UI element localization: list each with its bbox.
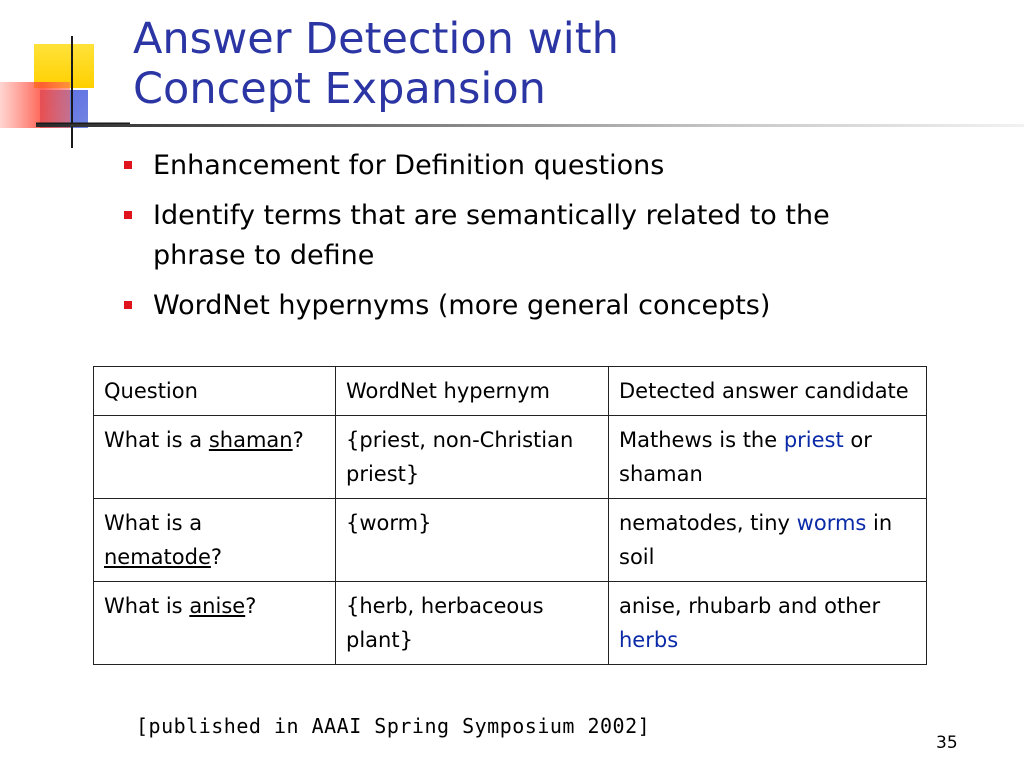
answer-term: herbs [619, 628, 679, 652]
citation-note: [published in AAAI Spring Symposium 2002] [136, 714, 651, 738]
bullet-item [124, 146, 924, 186]
answer-term: worms [796, 511, 867, 535]
hypernym-cell: {worm} [336, 499, 609, 582]
question-term: shaman [208, 428, 293, 452]
answer-prefix: anise, rhubarb and other [619, 594, 881, 618]
square-bullet-icon [124, 161, 132, 169]
question-cell [94, 416, 336, 499]
slide-number: 35 [936, 733, 958, 753]
table-row [94, 499, 927, 582]
bullet-item [124, 286, 924, 326]
bullet-list [124, 146, 924, 336]
title-divider [36, 124, 1024, 127]
header-hypernym: WordNet hypernym [336, 367, 609, 416]
answer-term: priest [783, 428, 844, 452]
question-term: nematode [104, 545, 211, 569]
square-bullet-icon [124, 211, 132, 219]
answer-prefix: Mathews is the [619, 428, 784, 452]
question-suffix: ? [292, 428, 304, 452]
bullet-text: Identify terms that are semantically related to the phrase to define [153, 200, 830, 271]
question-suffix: ? [210, 545, 223, 569]
bullet-text: Enhancement for Definition questions [153, 150, 665, 181]
header-answer: Detected answer candidate [609, 367, 927, 416]
answer-prefix: nematodes, tiny [619, 511, 797, 535]
question-cell [94, 499, 336, 582]
question-prefix: What is [104, 594, 190, 618]
title-line-1: Answer Detection with [133, 14, 619, 64]
question-prefix: What is a [104, 511, 203, 535]
table-row [94, 582, 927, 665]
question-cell [94, 582, 336, 665]
table-row [94, 416, 927, 499]
bullet-item [124, 196, 924, 276]
answer-cell [609, 416, 927, 499]
title-line-2: Concept Expansion [133, 64, 546, 114]
hypernym-cell: {herb, herbaceous plant} [336, 582, 609, 665]
question-prefix: What is a [104, 428, 209, 452]
slide-title [133, 14, 933, 114]
answer-cell [609, 499, 927, 582]
answer-suffix: or shaman [619, 428, 872, 486]
table-header-row [94, 367, 927, 416]
hypernym-cell: {priest, non-Christian priest} [336, 416, 609, 499]
question-suffix: ? [245, 594, 257, 618]
header-question: Question [94, 367, 336, 416]
question-term: anise [189, 594, 246, 618]
answer-suffix: in soil [619, 511, 893, 569]
hypernym-table [93, 366, 927, 665]
square-bullet-icon [124, 301, 132, 309]
bullet-text: WordNet hypernyms (more general concepts) [153, 290, 771, 321]
corner-decoration [0, 0, 130, 150]
answer-cell [609, 582, 927, 665]
